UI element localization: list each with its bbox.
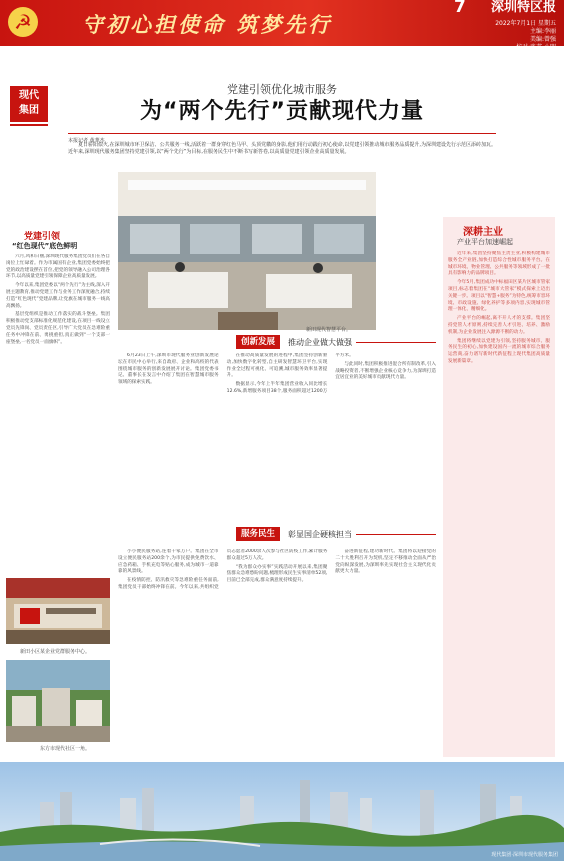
left-section-title: 党建引领 — [24, 232, 61, 242]
low-column-text — [118, 549, 436, 755]
mid-paragraph: 6月23日上午,深圳市现代服务业创新发展论坛在市民中心举行,来自政府、企业和高校的代表围绕城市服务的创新发展展开讨论。集团党委书记、董事长在发言中介绍了集团在智慧城市服务领域的探索实践。 — [118, 353, 219, 386]
left-column-text — [6, 254, 110, 574]
proofreader: 校对:张艺·小明 — [516, 44, 556, 51]
community-image — [6, 660, 110, 742]
sidebar-text — [448, 251, 550, 751]
left-photo-1 — [6, 578, 110, 644]
page-number: 7 — [454, 0, 466, 17]
issue-date: 2022年7月1日 星期五 — [495, 20, 556, 27]
paper-name: 深圳特区报 — [490, 0, 556, 15]
photo-credit: 现代集团·深圳市现代服务集团 — [491, 852, 558, 858]
left-paragraph: 今年以来,集团党委以“两个先行”为主线,深入开展主题教育,推动党建工作与业务工作深度融合,持续打造“红色现代”党建品牌,让党旗在城市服务一线高高飘扬。 — [6, 283, 110, 309]
left-paragraph: 六月,风和日丽,深圳现代服务集团党员们在各自岗位上忙碌着。作为市属国有企业,集团党委始终把党的政治建设摆在首位,把党的领导融入公司治理各环节,以高质量党建引领保障企业高质量发展。 — [6, 254, 110, 280]
mid-section-subtitle: 推动企业做大做强 — [288, 338, 352, 347]
cityscape-photo — [0, 762, 564, 861]
party-emblem-icon: ☭ — [8, 7, 38, 37]
mid-section-title: 创新发展 — [236, 335, 280, 349]
byline: 本报记者 黄華杰 — [68, 138, 105, 144]
mid-column-text — [118, 353, 436, 501]
party-center-image — [6, 578, 110, 644]
left-paragraph: 基层党组织是推动工作落实的战斗堡垒。集团积极推动党支部标准化规范化建设,在项目一线设立党员先锋岗、党员责任区,引导广大党员在急难险重任务中冲锋在前、勇挑重担,真正做到“一个支部一座堡垒,一名党员一面旗帜”。 — [6, 312, 110, 345]
headline: 为“两个先行”贡献现代力量 — [140, 99, 424, 124]
left-photo-1-caption: 新田小区某企业党群服务中心。 — [20, 649, 91, 655]
sidebar-paragraph: 产业平台的崛起,离不开人才的支撑。集团坚持党管人才原则,持续完善人才引进、培养、激励机制,为企业发展注入源源不断的动力。 — [448, 316, 550, 335]
low-paragraph: 奋进新征程,建功新时代。集团将以迎接党的二十大胜利召开为契机,坚定不移推动全面从严治党向纵深发展,为深圳率先实现社会主义现代化贡献更大力量。 — [335, 549, 436, 575]
service-center-image — [118, 172, 376, 330]
low-section-title: 服务民生 — [236, 527, 280, 541]
sidebar-panel — [443, 217, 555, 757]
art-editor: 美编:曾强 — [529, 36, 556, 43]
sidebar-subtitle: 产业平台加速崛起 — [457, 238, 513, 246]
top-photo — [118, 172, 376, 330]
page-info — [452, 0, 556, 52]
city-skyline-image — [0, 762, 564, 861]
left-photo-2-caption: 东方市现代社区一角。 — [40, 746, 91, 752]
low-section-subtitle: 彰显国企硬核担当 — [288, 530, 352, 539]
left-section-subtitle: “红色现代”底色鲜明 — [12, 242, 78, 250]
kicker: 党建引领优化城市服务 — [227, 83, 337, 96]
low-paragraph: “我为群众办实事”实践活动开展以来,集团聚焦群众急难愁盼问题,梳理形成民生实事清单52项,目前已全部完成,群众满意度持续提升。 — [226, 564, 328, 584]
sidebar-paragraph: 今年5月,集团成功中标福田区某片区城市管家项目,标志着集团在“城市大管家”模式探索上迈出关键一步。项目以“智慧+服务”为特色,统筹市容环境、市政设施、绿化养护等多项内容,实现城市管理一体化、精细化。 — [448, 280, 550, 313]
low-paragraph: 在疫情防控、防汛救灾等急难险重任务面前,集团党员干部始终冲锋在前。今年以来,共组织党员志愿者2000余人次参与社区防疫工作,累计服务群众超过5万人次。 — [118, 549, 328, 590]
title-rule — [68, 133, 496, 134]
sidebar-paragraph: 集团将继续以党建为引领,坚持服务城市、服务民生的初心,加快建设国内一流的城市综合服务运营商,奋力谱写新时代新征程上现代集团高质量发展新篇章。 — [448, 338, 550, 364]
low-section-header — [236, 527, 436, 541]
top-photo-caption: 新田现代智慧平台。 — [306, 327, 352, 333]
mid-section-header — [236, 335, 436, 349]
section-tab: 现代 集团 — [10, 86, 48, 122]
low-paragraph: 小小便民服务站,连着千家万户。集团在全市设立便民服务站200余个,为市民提供免费饮水、应急药箱、手机充电等贴心服务,成为城市一道靠靠的风景线。 — [118, 549, 219, 575]
mid-paragraph: 数据显示,今年上半年集团营业收入同比增长12.6%,新增服务项目38个,服务面积超过1200万平方米。 — [226, 353, 354, 394]
sidebar-paragraph: 近年来,集团坚持聚焦主责主业,积极构建城市服务全产业链,加快打造综合性城市服务平台。在城市环境、物业管理、公共服务等领域形成了一批具有影响力的品牌项目。 — [448, 251, 550, 277]
mid-paragraph: 在推动高质量发展的进程中,集团坚持创新驱动,加快数字化转型,自主研发智慧环卫平台,实现作业全过程可视化、可追溯,城市服务效率显著提升。 — [226, 353, 328, 379]
masthead-banner — [0, 0, 564, 51]
lead-paragraph: 夏日骄阳似火,在深圳城市环卫保洁、公共服务一线,活跃着一群身穿红色马甲、头顶党徽的身影,他们用行动践行初心使命,以党建引领推动城市服务品质提升,为深圳建设先行示范区添砖加瓦。近年来,深圳现代服务集团坚持党建引领,以“两个先行”为目标,在服务民生中不断书写新答卷,以高质量党建引领企业高质量发展。 — [68, 142, 496, 155]
left-photo-2 — [6, 660, 110, 742]
chief-editor: 主编:李丽 — [529, 28, 556, 35]
sidebar-title: 深耕主业 — [463, 227, 503, 238]
banner-slogan: 守初心担使命 筑梦先行 — [82, 12, 333, 37]
mid-paragraph: 与此同时,集团积极推进混合所有制改革,引入战略投资者,不断增强企业核心竞争力,为深圳打造宜居宜业的美好城市贡献现代力量。 — [335, 361, 436, 381]
